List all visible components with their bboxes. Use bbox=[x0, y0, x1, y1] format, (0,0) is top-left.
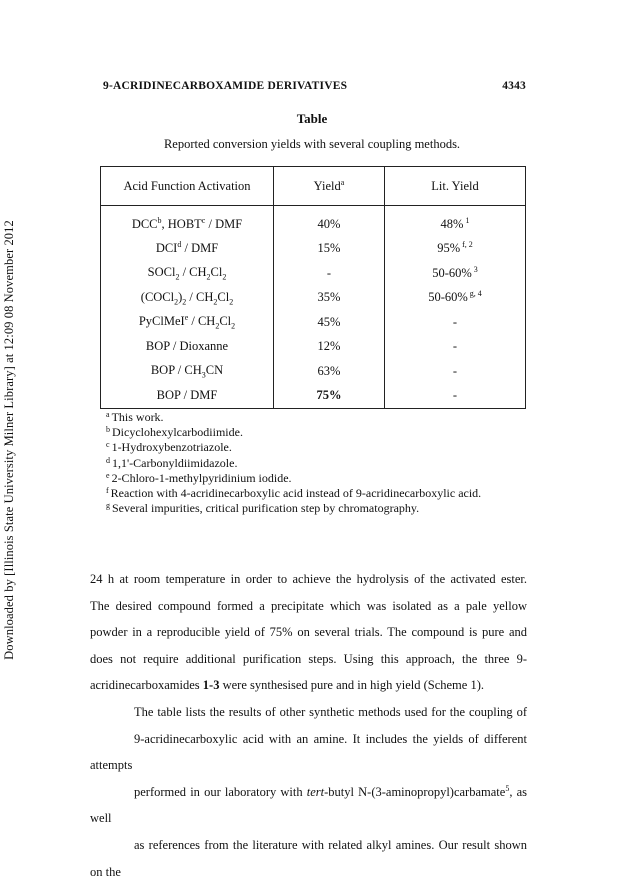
table-caption: Reported conversion yields with several coupling methods. bbox=[163, 137, 461, 151]
table-row bbox=[101, 237, 526, 262]
table-footnotes bbox=[106, 410, 481, 516]
cell-activation: DCI$^d$ / DMF bbox=[101, 237, 274, 262]
text-line: The desired compound formed a precipitate which was isolated as a pale yellow bbox=[90, 598, 527, 613]
page-number: 4343 bbox=[502, 80, 526, 92]
paragraph-2 bbox=[90, 699, 527, 885]
table-row bbox=[101, 206, 526, 237]
cell-yield: 35% bbox=[274, 286, 385, 311]
text-line: 9-acridinecarboxylic acid with an amine. It includes the yields of different attempts bbox=[90, 731, 527, 773]
footnote-text: Several impurities, critical purification step by chromatography. bbox=[112, 501, 420, 516]
cell-activation: BOP / Dioxanne bbox=[101, 335, 274, 360]
footnote-text: 1-Hydroxybenzotriazole. bbox=[111, 440, 232, 455]
cell-lit-yield: 50-60% $^{g, 4}$ bbox=[385, 286, 526, 311]
footnote bbox=[106, 440, 481, 455]
table-row bbox=[101, 261, 526, 286]
footnote-mark: b bbox=[106, 425, 110, 435]
footnote-text: 2-Chloro-1-methylpyridinium iodide. bbox=[111, 470, 292, 485]
table-row bbox=[101, 286, 526, 311]
text-line: 24 h at room temperature in order to achieve the hydrolysis of the activated ester. bbox=[90, 572, 527, 586]
text-line: acridinecarboxamides 1-3 were synthesised pure and in high yield (Scheme 1). bbox=[90, 678, 484, 693]
header-activation: Acid Function Activation bbox=[101, 167, 274, 206]
cell-lit-yield: - bbox=[385, 359, 526, 384]
cell-lit-yield: - bbox=[385, 310, 526, 335]
body-text bbox=[90, 566, 527, 885]
footnote-mark: e bbox=[106, 470, 110, 480]
header-lit-yield: Lit. Yield bbox=[385, 167, 526, 206]
footnote bbox=[106, 456, 481, 471]
footnote bbox=[106, 425, 481, 440]
table-row bbox=[101, 384, 526, 409]
cell-lit-yield: 48% $^1$ bbox=[385, 206, 526, 237]
yield-table bbox=[100, 166, 526, 409]
table-row bbox=[101, 335, 526, 360]
cell-yield: 15% bbox=[274, 237, 385, 262]
cell-lit-yield: - bbox=[385, 335, 526, 360]
cell-activation: BOP / DMF bbox=[101, 384, 274, 409]
cell-yield: 75% bbox=[274, 384, 385, 409]
footnote-text: This work. bbox=[111, 410, 164, 424]
cell-activation: $(COCl_2)_2 / CH_2Cl_2$ bbox=[101, 286, 274, 311]
text-line: The table lists the results of other synthetic methods used for the coupling of bbox=[134, 704, 527, 719]
cell-lit-yield: 95% $^{f, 2}$ bbox=[385, 237, 526, 262]
footnote bbox=[106, 471, 481, 486]
footnote bbox=[106, 410, 481, 425]
table-title: Table bbox=[296, 111, 328, 126]
cell-yield: - bbox=[274, 261, 385, 286]
text-line: as references from the literature with related alkyl amines. Our result shown on the bbox=[90, 837, 527, 879]
footnote-mark: a bbox=[106, 410, 110, 419]
header-yield bbox=[274, 167, 385, 206]
running-head-title: 9-ACRIDINECARBOXAMIDE DERIVATIVES bbox=[103, 80, 348, 92]
footnote-mark: g bbox=[106, 501, 110, 511]
cell-activation: PyClMeI$^e$ / $CH_2Cl_2$ bbox=[101, 310, 274, 335]
cell-lit-yield: 50-60% $^3$ bbox=[385, 261, 526, 286]
cell-yield: 40% bbox=[274, 206, 385, 237]
header-yield-label: Yield bbox=[313, 178, 341, 193]
footnote bbox=[106, 486, 481, 501]
table-row bbox=[101, 359, 526, 384]
cell-activation: SOCl$_2$ / $CH_2Cl_2$ bbox=[101, 261, 274, 286]
footnote bbox=[106, 501, 481, 516]
paragraph-1 bbox=[90, 566, 527, 699]
cell-yield: 45% bbox=[274, 310, 385, 335]
footnote-text: 1,1'-Carbonyldiimidazole. bbox=[112, 455, 238, 470]
footnote-mark: c bbox=[106, 440, 110, 450]
text-line: performed in our laboratory with tert-butyl N-(3-aminopropyl)carbamate$^5$, as well bbox=[90, 783, 527, 826]
footnote-text: Dicyclohexylcarbodiimide. bbox=[112, 425, 243, 440]
header-yield-mark: a bbox=[340, 177, 345, 187]
cell-yield: 63% bbox=[274, 359, 385, 384]
cell-yield: 12% bbox=[274, 335, 385, 360]
text-line: powder in a reproducible yield of 75% on several trials. The compound is pure and bbox=[90, 625, 527, 640]
table-header-row bbox=[101, 167, 526, 206]
cell-lit-yield: - bbox=[385, 384, 526, 409]
cell-activation: BOP / $CH_3CN$ bbox=[101, 359, 274, 384]
table-row bbox=[101, 310, 526, 335]
download-watermark-text: Downloaded by [Illinois State University Milner Library] at 12:09 08 November 2012 bbox=[2, 220, 16, 660]
text-line: does not require additional purification steps. Using this approach, the three 9- bbox=[90, 651, 527, 666]
footnote-mark: f bbox=[106, 486, 109, 496]
footnote-text: Reaction with 4-acridinecarboxylic acid instead of 9-acridinecarboxylic acid. bbox=[110, 486, 482, 501]
table-body bbox=[101, 206, 526, 409]
footnote-mark: d bbox=[106, 455, 110, 465]
cell-activation: DCC$^b$, HOBT$^c$ / DMF bbox=[101, 206, 274, 237]
